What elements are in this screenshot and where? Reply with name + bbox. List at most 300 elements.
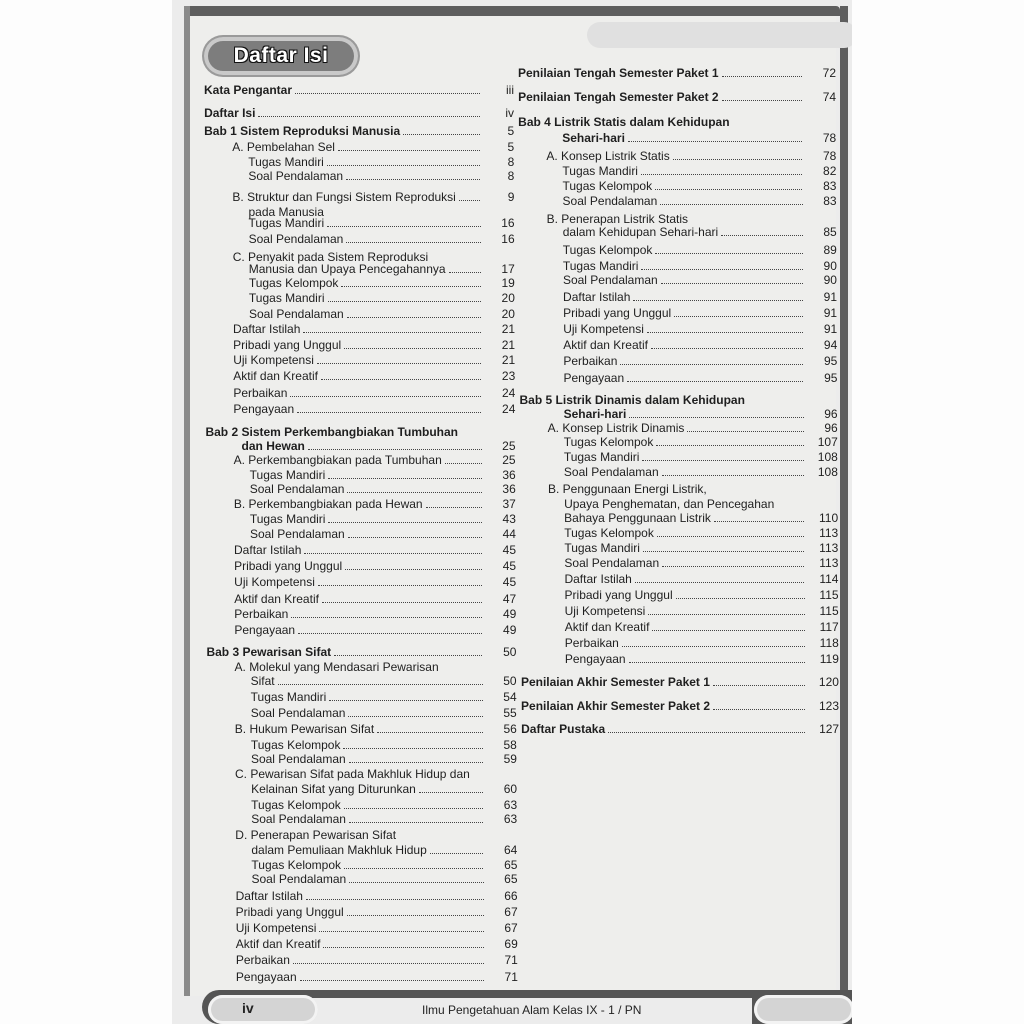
toc-page-number: 63 xyxy=(503,798,518,812)
toc-entry-label: Tugas Kelompok xyxy=(562,243,653,257)
footer-page-number: iv xyxy=(242,1000,254,1016)
toc-page-number: 5 xyxy=(507,124,515,138)
toc-entry-label: Penilaian Tengah Semester Paket 1 xyxy=(518,66,719,80)
toc-page-number: 82 xyxy=(823,164,837,178)
dot-leader xyxy=(318,585,482,586)
dot-leader xyxy=(349,762,483,763)
toc-entry-label: Tugas Mandiri xyxy=(562,259,639,273)
toc-entry-label: Bab 5 Listrik Dinamis dalam Kehidupan xyxy=(519,393,745,407)
dot-leader xyxy=(304,553,482,554)
dot-leader xyxy=(297,412,481,413)
page-frame-top xyxy=(184,6,840,16)
dot-leader xyxy=(327,165,480,166)
toc-entry-label: Pribadi yang Unggul xyxy=(563,306,672,320)
toc-entry xyxy=(565,604,646,618)
toc-entry xyxy=(518,66,719,80)
toc-entry xyxy=(249,276,339,290)
toc-entry-label: Bab 2 Sistem Perkembangbiakan Tumbuhan xyxy=(205,425,458,439)
toc-page-number: 85 xyxy=(823,225,837,239)
toc-entry-label: Perbaikan xyxy=(234,607,289,621)
toc-entry-label: Kata Pengantar xyxy=(204,83,293,97)
toc-entry-label: Uji Kompetensi xyxy=(564,604,646,618)
toc-entry-label: Pengayaan xyxy=(235,970,297,984)
toc-entry-label: Soal Pendalaman xyxy=(250,706,346,720)
toc-page-number: 64 xyxy=(504,843,518,857)
dot-leader xyxy=(328,478,481,479)
dot-leader xyxy=(426,507,482,508)
toc-entry xyxy=(518,115,729,129)
toc-entry-label: Tugas Kelompok xyxy=(563,435,654,449)
toc-entry xyxy=(233,353,314,367)
toc-entry xyxy=(251,706,346,720)
toc-entry-label: Tugas Mandiri xyxy=(249,468,326,482)
toc-entry-label: dalam Pemuliaan Makhluk Hidup xyxy=(251,843,427,857)
dot-leader xyxy=(344,348,481,349)
toc-entry xyxy=(564,556,659,570)
toc-entry-label: Uji Kompetensi xyxy=(234,575,315,589)
toc-entry xyxy=(251,782,416,796)
dot-leader xyxy=(643,551,804,552)
toc-page-number: 47 xyxy=(502,592,517,606)
toc-entry-label: B. Penggunaan Energi Listrik, xyxy=(548,482,707,496)
toc-page-number: 60 xyxy=(503,782,518,796)
toc-entry-label: B. Penerapan Listrik Statis xyxy=(546,212,689,226)
dot-leader xyxy=(419,792,483,793)
toc-entry xyxy=(564,572,631,586)
dot-leader xyxy=(449,272,481,273)
toc-entry-label: Tugas Kelompok xyxy=(562,179,653,193)
toc-entry xyxy=(234,607,288,621)
toc-entry-label: B. Hukum Pewarisan Sifat xyxy=(234,722,375,736)
toc-entry-label: Perbaikan xyxy=(233,386,288,400)
dot-leader xyxy=(298,633,482,634)
dot-leader xyxy=(377,732,483,733)
dot-leader xyxy=(652,630,804,631)
toc-page-number: 115 xyxy=(819,604,839,618)
dot-leader xyxy=(258,116,480,117)
toc-entry-label: Daftar Istilah xyxy=(563,290,631,304)
toc-entry-label: Perbaikan xyxy=(564,636,619,650)
toc-entry-label: Pengayaan xyxy=(564,652,626,666)
toc-page-number: 50 xyxy=(503,674,517,688)
toc-entry-label: Pengayaan xyxy=(563,371,625,385)
toc-entry xyxy=(234,623,295,637)
toc-entry xyxy=(565,652,626,666)
toc-page-number: 114 xyxy=(819,572,839,586)
toc-entry xyxy=(250,482,345,496)
dot-leader xyxy=(633,300,803,301)
bleed-through-tab xyxy=(587,22,852,48)
toc-entry-label: Soal Pendalaman xyxy=(564,556,660,570)
toc-page-number: 25 xyxy=(502,439,516,453)
toc-entry xyxy=(204,83,292,97)
toc-entry xyxy=(563,371,624,385)
dot-leader xyxy=(674,316,803,317)
toc-entry xyxy=(249,262,446,276)
toc-entry xyxy=(251,738,341,752)
toc-entry xyxy=(234,559,342,573)
footer-book-title: Ilmu Pengetahuan Alam Kelas IX - 1 / PN xyxy=(422,1003,642,1017)
dot-leader xyxy=(303,332,481,333)
toc-entry-label: C. Pewarisan Sifat pada Makhluk Hidup dan xyxy=(235,767,470,781)
toc-entry-label: Pengayaan xyxy=(233,402,295,416)
toc-entry-label: B. Struktur dan Fungsi Sistem Reproduksi xyxy=(232,190,456,204)
toc-page-number: 120 xyxy=(818,675,839,689)
dot-leader xyxy=(349,822,483,823)
toc-entry-label: Sehari-hari xyxy=(562,131,625,145)
toc-entry xyxy=(233,338,341,352)
background-right xyxy=(852,0,1024,1024)
toc-entry xyxy=(251,843,426,857)
toc-entry-label: Penilaian Akhir Semester Paket 1 xyxy=(520,675,710,689)
dot-leader xyxy=(346,179,480,180)
toc-entry-label: Soal Pendalaman xyxy=(251,872,347,886)
toc-entry xyxy=(232,140,335,154)
dot-leader xyxy=(348,716,482,717)
toc-entry-label: Daftar Pustaka xyxy=(521,722,606,736)
toc-page-number: 83 xyxy=(823,179,837,193)
dot-leader xyxy=(348,537,482,538)
dot-leader xyxy=(278,684,483,685)
toc-entry xyxy=(236,905,344,919)
toc-page-number: 24 xyxy=(501,386,516,400)
dot-leader xyxy=(627,381,803,382)
toc-entry xyxy=(547,212,688,226)
dot-leader xyxy=(660,204,802,205)
toc-entry xyxy=(206,645,331,659)
toc-page-number: 54 xyxy=(503,690,517,704)
dot-leader xyxy=(662,475,804,476)
toc-page-number: 59 xyxy=(503,752,517,766)
toc-page-number: 94 xyxy=(823,338,838,352)
dot-leader xyxy=(714,521,804,522)
toc-page-number: 91 xyxy=(823,290,838,304)
toc-page-number: 71 xyxy=(504,953,518,967)
toc-page-number: 95 xyxy=(824,371,838,385)
toc-entry-label: Uji Kompetensi xyxy=(235,921,317,935)
toc-page-number: 69 xyxy=(504,937,518,951)
toc-page-number: 45 xyxy=(502,543,517,557)
dot-leader xyxy=(343,748,482,749)
toc-page-number: 113 xyxy=(819,526,839,540)
toc-page-number: 49 xyxy=(502,607,517,621)
toc-entry xyxy=(235,722,374,736)
dot-leader xyxy=(322,602,482,603)
toc-entry xyxy=(233,322,300,336)
toc-page-number: 21 xyxy=(501,322,516,336)
toc-page-number: 123 xyxy=(819,699,840,713)
toc-page-number: 91 xyxy=(823,322,838,336)
toc-entry xyxy=(236,970,297,984)
toc-page-number: 23 xyxy=(501,369,516,383)
toc-entry xyxy=(249,291,325,305)
toc-entry-label: Tugas Kelompok xyxy=(564,526,654,540)
dot-leader xyxy=(676,598,805,599)
toc-page-number: iv xyxy=(505,106,515,120)
dot-leader xyxy=(648,614,804,615)
toc-entry-label: Bab 4 Listrik Statis dalam Kehidupan xyxy=(518,115,730,129)
toc-entry xyxy=(521,722,605,736)
toc-entry xyxy=(548,482,707,496)
dot-leader xyxy=(327,226,480,227)
toc-entry-label: Penilaian Tengah Semester Paket 2 xyxy=(518,90,719,104)
toc-entry xyxy=(251,752,346,766)
toc-page-number: 19 xyxy=(501,276,515,290)
toc-entry xyxy=(521,699,710,713)
dot-leader xyxy=(655,253,802,254)
dot-leader xyxy=(661,283,803,284)
toc-page-number: 117 xyxy=(819,620,839,634)
toc-page-number: 16 xyxy=(501,232,515,246)
toc-entry xyxy=(233,402,294,416)
dot-leader xyxy=(328,522,481,523)
toc-page-number: 45 xyxy=(502,575,517,589)
toc-entry xyxy=(565,588,673,602)
toc-entry xyxy=(248,155,324,169)
dot-leader xyxy=(319,931,483,932)
toc-entry xyxy=(563,273,658,287)
toc-entry xyxy=(251,674,275,688)
toc-entry xyxy=(563,354,617,368)
dot-leader xyxy=(346,242,480,243)
dot-leader xyxy=(459,200,481,201)
toc-entry-label: Daftar Istilah xyxy=(233,322,301,336)
dot-leader xyxy=(347,492,481,493)
toc-entry xyxy=(564,407,627,421)
toc-entry-label: Tugas Kelompok xyxy=(251,858,342,872)
dot-leader xyxy=(647,332,803,333)
toc-page-number: 113 xyxy=(819,541,839,555)
toc-page-number: 118 xyxy=(819,636,839,650)
toc-entry-label: C. Penyakit pada Sistem Reproduksi xyxy=(232,250,429,264)
toc-entry-label: Tugas Kelompok xyxy=(251,798,341,812)
dot-leader xyxy=(642,460,803,461)
dot-leader xyxy=(295,93,480,94)
toc-entry xyxy=(236,889,303,903)
toc-page-number: 127 xyxy=(819,722,840,736)
toc-entry-label: Pribadi yang Unggul xyxy=(233,338,342,352)
toc-entry xyxy=(204,106,255,120)
toc-entry xyxy=(233,369,318,383)
toc-entry xyxy=(248,169,343,183)
dot-leader xyxy=(622,646,805,647)
toc-entry xyxy=(564,497,774,511)
toc-entry-label: Aktif dan Kreatif xyxy=(563,338,648,352)
toc-page-number: 65 xyxy=(504,858,518,872)
toc-page-number: 72 xyxy=(822,66,836,80)
toc-entry-label: Soal Pendalaman xyxy=(248,232,344,246)
toc-page-number: 45 xyxy=(502,559,517,573)
toc-entry xyxy=(548,421,685,435)
toc-entry-label: dan Hewan xyxy=(241,439,305,453)
footer-pill-left xyxy=(208,995,318,1024)
dot-leader xyxy=(721,235,803,236)
toc-entry-label: Aktif dan Kreatif xyxy=(564,620,650,634)
toc-entry xyxy=(251,798,341,812)
toc-page-number: 44 xyxy=(502,527,516,541)
dot-leader xyxy=(291,617,482,618)
toc-page-number: 43 xyxy=(502,512,516,526)
background-left xyxy=(0,0,172,1024)
toc-entry-label: Sehari-hari xyxy=(563,407,627,421)
toc-entry xyxy=(235,660,439,674)
dot-leader xyxy=(344,868,483,869)
toc-page-number: 58 xyxy=(503,738,517,752)
toc-entry-label: Tugas Mandiri xyxy=(248,216,325,230)
toc-entry xyxy=(236,953,290,967)
dot-leader xyxy=(629,662,805,663)
toc-entry xyxy=(235,767,470,781)
dot-leader xyxy=(445,463,482,464)
toc-page-number: 49 xyxy=(503,623,517,637)
toc-entry-label: Tugas Mandiri xyxy=(248,155,324,169)
toc-entry-label: Pengayaan xyxy=(234,623,296,637)
toc-entry xyxy=(562,131,625,145)
toc-entry-label: Perbaikan xyxy=(563,354,618,368)
dot-leader xyxy=(722,76,802,77)
dot-leader xyxy=(290,396,481,397)
title-badge xyxy=(204,37,358,75)
toc-page-number: 24 xyxy=(502,402,516,416)
toc-entry-label: B. Perkembangbiakan pada Hewan xyxy=(233,497,423,511)
dot-leader xyxy=(641,269,802,270)
toc-entry-label: Penilaian Akhir Semester Paket 2 xyxy=(521,699,711,713)
toc-entry xyxy=(563,290,630,304)
toc-entry xyxy=(250,512,326,526)
dot-leader xyxy=(317,363,481,364)
toc-entry-label: A. Konsep Listrik Statis xyxy=(546,149,670,163)
toc-entry xyxy=(564,541,640,555)
dot-leader xyxy=(655,189,802,190)
dot-leader xyxy=(349,882,483,883)
toc-entry-label: Aktif dan Kreatif xyxy=(235,937,321,951)
toc-page-number: 66 xyxy=(504,889,518,903)
dot-leader xyxy=(673,159,803,160)
toc-entry xyxy=(249,307,344,321)
toc-page-number: 96 xyxy=(824,421,838,435)
toc-entry xyxy=(250,468,326,482)
toc-entry xyxy=(234,497,423,511)
toc-entry-label: Pribadi yang Unggul xyxy=(564,588,673,602)
toc-page-number: 90 xyxy=(823,259,837,273)
toc-entry xyxy=(563,259,639,273)
toc-page-number: 89 xyxy=(823,243,837,257)
dot-leader xyxy=(713,685,805,686)
toc-page-number: 78 xyxy=(822,149,837,163)
toc-entry-label: Pribadi yang Unggul xyxy=(234,559,343,573)
toc-page-number: 113 xyxy=(819,556,839,570)
toc-page-number: 20 xyxy=(501,291,515,305)
toc-entry-label: Kelainan Sifat yang Diturunkan xyxy=(251,782,416,796)
dot-leader xyxy=(722,100,802,101)
dot-leader xyxy=(334,655,482,656)
toc-entry xyxy=(233,386,287,400)
toc-entry xyxy=(234,543,301,557)
toc-page-number: 37 xyxy=(502,497,516,511)
toc-entry xyxy=(236,937,321,951)
dot-leader xyxy=(629,417,803,418)
toc-entry-label: Soal Pendalaman xyxy=(562,273,658,287)
toc-entry xyxy=(564,450,640,464)
dot-leader xyxy=(347,317,481,318)
toc-entry-label: Tugas Mandiri xyxy=(564,541,640,555)
toc-page-number: 9 xyxy=(507,190,515,204)
toc-page-number: 90 xyxy=(823,273,837,287)
toc-entry-label: Tugas Mandiri xyxy=(562,164,638,178)
toc-entry xyxy=(252,872,347,886)
toc-page-number: 36 xyxy=(502,468,516,482)
toc-page-number: 56 xyxy=(503,722,517,736)
dot-leader xyxy=(608,732,805,733)
toc-entry-label: Daftar Istilah xyxy=(235,889,303,903)
dot-leader xyxy=(620,364,803,365)
toc-entry xyxy=(563,338,648,352)
dot-leader xyxy=(628,141,802,142)
toc-entry xyxy=(242,439,305,453)
toc-page-number: 50 xyxy=(503,645,517,659)
toc-entry xyxy=(251,690,327,704)
dot-leader xyxy=(344,808,483,809)
toc-page-number: 16 xyxy=(501,216,515,230)
toc-entry xyxy=(564,435,654,449)
toc-entry-label: Upaya Penghematan, dan Pencegahan xyxy=(564,497,775,511)
toc-entry-label: Tugas Mandiri xyxy=(249,512,326,526)
toc-page-number: 107 xyxy=(817,435,838,449)
footer-pill-right xyxy=(754,995,852,1024)
toc-page-number: 108 xyxy=(817,465,838,479)
toc-entry-label: Uji Kompetensi xyxy=(563,322,644,336)
toc-entry xyxy=(204,124,400,138)
toc-page-number: 65 xyxy=(504,872,518,886)
toc-page-number: 21 xyxy=(501,353,516,367)
toc-entry-label: Aktif dan Kreatif xyxy=(233,369,318,383)
toc-entry xyxy=(564,511,711,525)
toc-entry-label: Tugas Mandiri xyxy=(250,690,327,704)
toc-entry xyxy=(251,812,346,826)
dot-leader xyxy=(329,700,482,701)
toc-entry xyxy=(249,216,325,230)
toc-entry-label: Sifat xyxy=(250,674,275,688)
toc-entry xyxy=(234,575,315,589)
page-frame-right xyxy=(840,6,848,996)
toc-page-number: 108 xyxy=(817,450,838,464)
toc-page-number: 21 xyxy=(501,338,516,352)
dot-leader xyxy=(321,379,481,380)
dot-leader xyxy=(641,174,802,175)
toc-entry-label: Pribadi yang Unggul xyxy=(235,905,344,919)
dot-leader xyxy=(403,134,480,135)
dot-leader xyxy=(308,449,482,450)
toc-entry-label: pada Manusia xyxy=(248,205,324,219)
toc-entry-label: Soal Pendalaman xyxy=(249,482,345,496)
toc-entry-label: Daftar Istilah xyxy=(564,572,632,586)
toc-entry-label: dalam Kehidupan Sehari-hari xyxy=(562,225,719,239)
toc-page-number: 83 xyxy=(823,194,837,208)
toc-entry xyxy=(250,527,345,541)
toc-entry-label: Soal Pendalaman xyxy=(251,812,346,826)
toc-entry xyxy=(563,194,658,208)
toc-entry-label: Manusia dan Upaya Pencegahannya xyxy=(248,262,446,276)
toc-entry-label: Soal Pendalaman xyxy=(250,752,346,766)
toc-page-number: 8 xyxy=(507,169,515,183)
toc-entry xyxy=(235,828,396,842)
toc-entry xyxy=(565,620,650,634)
toc-entry xyxy=(249,232,344,246)
toc-entry-label: Perbaikan xyxy=(235,953,290,967)
dot-leader xyxy=(347,915,484,916)
toc-entry-label: A. Perkembangbiakan pada Tumbuhan xyxy=(233,453,442,467)
toc-entry-label: Tugas Kelompok xyxy=(250,738,341,752)
